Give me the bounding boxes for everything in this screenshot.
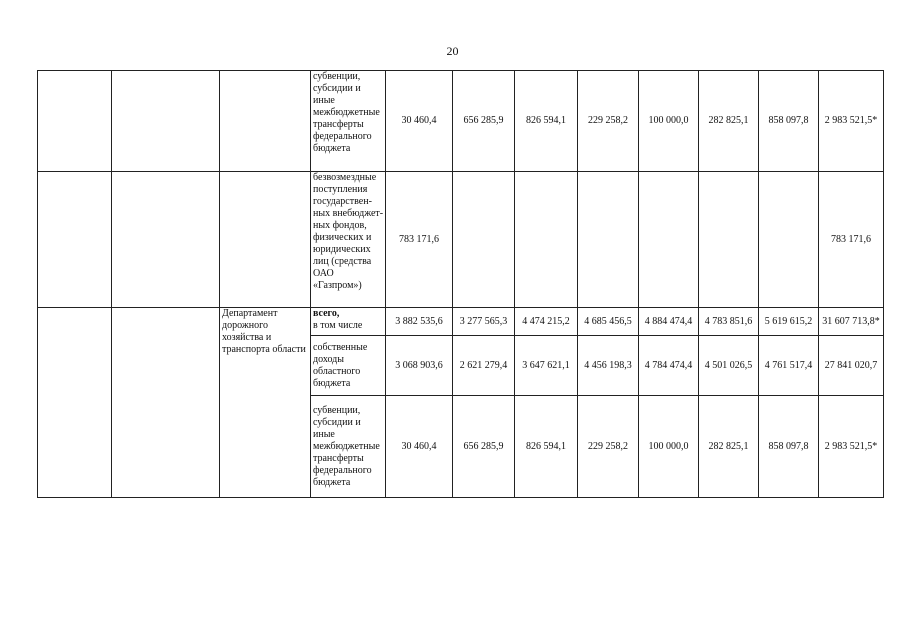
row-label-free-receipts: безвозмездные поступления государствен- ных внебюджет- ных фондов, физических и юридических лиц (средства ОАО «Газпром») [311, 172, 386, 308]
table-row-total [38, 308, 884, 336]
empty-cell [453, 172, 515, 308]
value-cell: 5 619 615,2 [759, 308, 819, 336]
empty-cell [699, 172, 759, 308]
empty-cell [38, 172, 112, 308]
page-number: 20 [446, 44, 459, 58]
value-cell: 4 784 474,4 [639, 336, 699, 396]
empty-cell [220, 71, 311, 172]
value-cell: 826 594,1 [515, 71, 578, 172]
empty-cell [515, 172, 578, 308]
table-row-free-receipts [38, 172, 884, 308]
value-cell: 30 460,4 [386, 71, 453, 172]
row-label-total: всего, в том числе [311, 308, 386, 336]
total-value-cell: 2 983 521,5* [819, 71, 884, 172]
row-label-subsidies: субвенции, субсидии и иные межбюджетные трансферты федерального бюджета [311, 71, 386, 172]
value-cell: 282 825,1 [699, 396, 759, 498]
value-cell: 4 761 517,4 [759, 336, 819, 396]
value-cell: 229 258,2 [578, 71, 639, 172]
value-cell: 656 285,9 [453, 396, 515, 498]
value-cell: 30 460,4 [386, 396, 453, 498]
empty-cell [220, 172, 311, 308]
empty-cell [38, 308, 112, 498]
empty-cell [578, 172, 639, 308]
total-value-cell: 783 171,6 [819, 172, 884, 308]
budget-table [37, 70, 884, 498]
value-cell: 4 456 198,3 [578, 336, 639, 396]
row-label-subsidies: субвенции, субсидии и иные межбюджетные трансферты федерального бюджета [311, 396, 386, 498]
value-cell: 229 258,2 [578, 396, 639, 498]
value-cell: 4 501 026,5 [699, 336, 759, 396]
row-label-own-revenue: собственные доходы областного бюджета [311, 336, 386, 396]
table-row-subsidies-1 [38, 71, 884, 172]
empty-cell [112, 172, 220, 308]
value-cell: 4 884 474,4 [639, 308, 699, 336]
value-cell: 656 285,9 [453, 71, 515, 172]
total-value-cell: 27 841 020,7 [819, 336, 884, 396]
total-value-cell: 2 983 521,5* [819, 396, 884, 498]
value-cell: 3 882 535,6 [386, 308, 453, 336]
empty-cell [759, 172, 819, 308]
value-cell: 4 685 456,5 [578, 308, 639, 336]
empty-cell [38, 71, 112, 172]
total-value-cell: 31 607 713,8* [819, 308, 884, 336]
empty-cell [112, 71, 220, 172]
value-cell: 858 097,8 [759, 396, 819, 498]
value-cell: 4 474 215,2 [515, 308, 578, 336]
value-cell: 100 000,0 [639, 396, 699, 498]
value-cell: 282 825,1 [699, 71, 759, 172]
value-cell: 3 647 621,1 [515, 336, 578, 396]
value-cell: 3 068 903,6 [386, 336, 453, 396]
value-cell: 100 000,0 [639, 71, 699, 172]
value-cell: 3 277 565,3 [453, 308, 515, 336]
empty-cell [112, 308, 220, 498]
value-cell: 858 097,8 [759, 71, 819, 172]
value-cell: 4 783 851,6 [699, 308, 759, 336]
value-cell: 783 171,6 [386, 172, 453, 308]
department-name: Департамент дорожного хозяйства и транспорта области [220, 308, 311, 498]
value-cell: 826 594,1 [515, 396, 578, 498]
value-cell: 2 621 279,4 [453, 336, 515, 396]
empty-cell [639, 172, 699, 308]
